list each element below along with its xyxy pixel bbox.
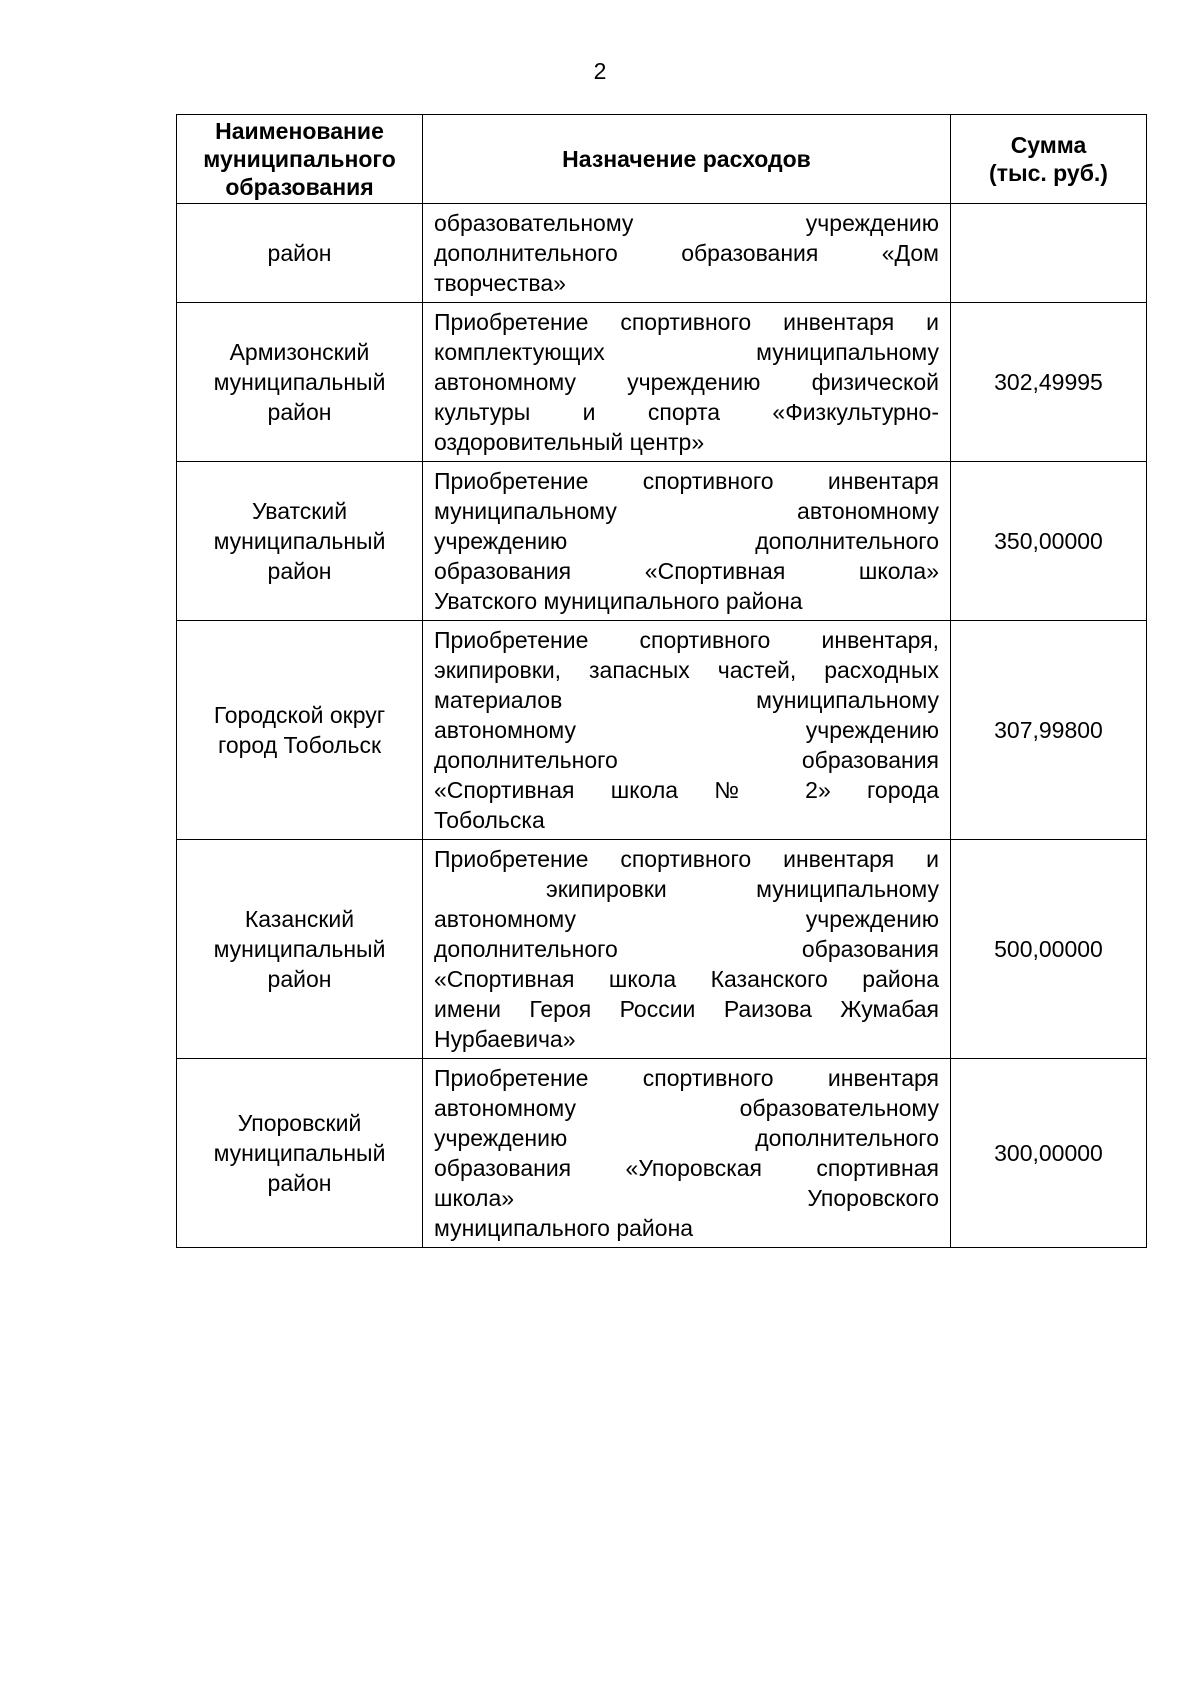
purpose-line: автономному образовательному [434, 1095, 939, 1121]
purpose-cell [423, 303, 951, 462]
amount-cell: 302,49995 [951, 303, 1147, 462]
municipality-cell [177, 204, 423, 303]
header-amount [951, 115, 1147, 204]
amount-cell: 300,00000 [951, 1059, 1147, 1248]
table-header-row [177, 115, 1147, 204]
purpose-line: учреждению дополнительного [434, 1125, 939, 1151]
purpose-line: образовательному учреждению [434, 210, 939, 236]
header-municipality-line: Наименование [215, 118, 384, 144]
expenses-table [176, 114, 1147, 1248]
header-municipality-line: образования [225, 174, 374, 200]
municipality-line: район [267, 240, 332, 266]
municipality-line: муниципальный [213, 369, 386, 395]
amount-cell: 307,99800 [951, 621, 1147, 840]
purpose-line: дополнительного образования [434, 936, 939, 962]
municipality-line: муниципальный [213, 1140, 386, 1166]
purpose-line: Приобретение спортивного инвентаря и [434, 309, 939, 335]
purpose-line: Приобретение спортивного инвентаря [434, 468, 939, 494]
purpose-line: комплектующих муниципальному [434, 339, 939, 365]
municipality-line: Казанский [244, 906, 355, 932]
table-row [177, 1059, 1147, 1248]
purpose-line: «Спортивная школа № 2» города [434, 777, 939, 803]
municipality-line: муниципальный [213, 936, 386, 962]
purpose-line: автономному учреждению [434, 906, 939, 932]
purpose-line: образования «Спортивная школа» [434, 558, 939, 584]
purpose-line: дополнительного образования [434, 747, 939, 773]
purpose-cell [423, 840, 951, 1059]
header-municipality [177, 115, 423, 204]
amount-cell: 500,00000 [951, 840, 1147, 1059]
purpose-cell [423, 621, 951, 840]
purpose-line: учреждению дополнительного [434, 528, 939, 554]
header-purpose-text: Назначение расходов [562, 146, 811, 172]
municipality-line: район [267, 399, 332, 425]
municipality-line: Армизонский [229, 339, 370, 365]
purpose-line: образования «Упоровская спортивная [434, 1155, 939, 1181]
purpose-line: Приобретение спортивного инвентаря и [434, 846, 939, 872]
purpose-line: экипировки, запасных частей, расходных [434, 657, 939, 683]
purpose-cell [423, 1059, 951, 1248]
header-municipality-line: муниципального [203, 146, 396, 172]
table-row [177, 621, 1147, 840]
municipality-cell [177, 1059, 423, 1248]
table-row [177, 204, 1147, 303]
purpose-line: автономному учреждению физической [434, 369, 939, 395]
purpose-line: Уватского муниципального района [434, 588, 803, 614]
header-purpose [423, 115, 951, 204]
purpose-line: материалов муниципальному [434, 687, 939, 713]
municipality-line: район [267, 966, 332, 992]
municipality-cell [177, 840, 423, 1059]
purpose-line: Приобретение спортивного инвентаря, [434, 627, 939, 653]
municipality-line: Уватский [251, 498, 348, 524]
table-row [177, 462, 1147, 621]
municipality-line: город Тобольск [217, 732, 382, 758]
purpose-line: экипировки муниципальному [546, 876, 939, 902]
header-amount-line: Сумма [1010, 132, 1087, 158]
purpose-line: дополнительного образования «Дом [434, 240, 939, 266]
table-row [177, 840, 1147, 1059]
municipality-line: район [267, 1170, 332, 1196]
municipality-cell [177, 303, 423, 462]
purpose-line: автономному учреждению [434, 717, 939, 743]
purpose-line: Нурбаевича» [434, 1026, 576, 1052]
header-amount-line: (тыс. руб.) [989, 160, 1108, 186]
purpose-line: Тобольска [434, 807, 545, 833]
purpose-line: творчества» [434, 270, 566, 296]
purpose-line: культуры и спорта «Физкультурно- [434, 399, 939, 425]
municipality-line: муниципальный [213, 528, 386, 554]
purpose-line: «Спортивная школа Казанского района [434, 966, 939, 992]
purpose-line: муниципальному автономному [434, 498, 939, 524]
purpose-line: оздоровительный центр» [434, 429, 705, 455]
municipality-line: Упоровский [237, 1110, 362, 1136]
purpose-cell [423, 204, 951, 303]
municipality-cell [177, 462, 423, 621]
table-row [177, 303, 1147, 462]
purpose-line: Приобретение спортивного инвентаря [434, 1065, 939, 1091]
purpose-line: школа» Упоровского [434, 1185, 939, 1211]
amount-cell [951, 204, 1147, 303]
municipality-line: Городской округ [213, 702, 386, 728]
purpose-line: имени Героя России Раизова Жумабая [434, 996, 939, 1022]
municipality-cell [177, 621, 423, 840]
page-number: 2 [593, 58, 607, 84]
amount-cell: 350,00000 [951, 462, 1147, 621]
purpose-cell [423, 462, 951, 621]
municipality-line: район [267, 558, 332, 584]
purpose-line: муниципального района [434, 1215, 694, 1241]
